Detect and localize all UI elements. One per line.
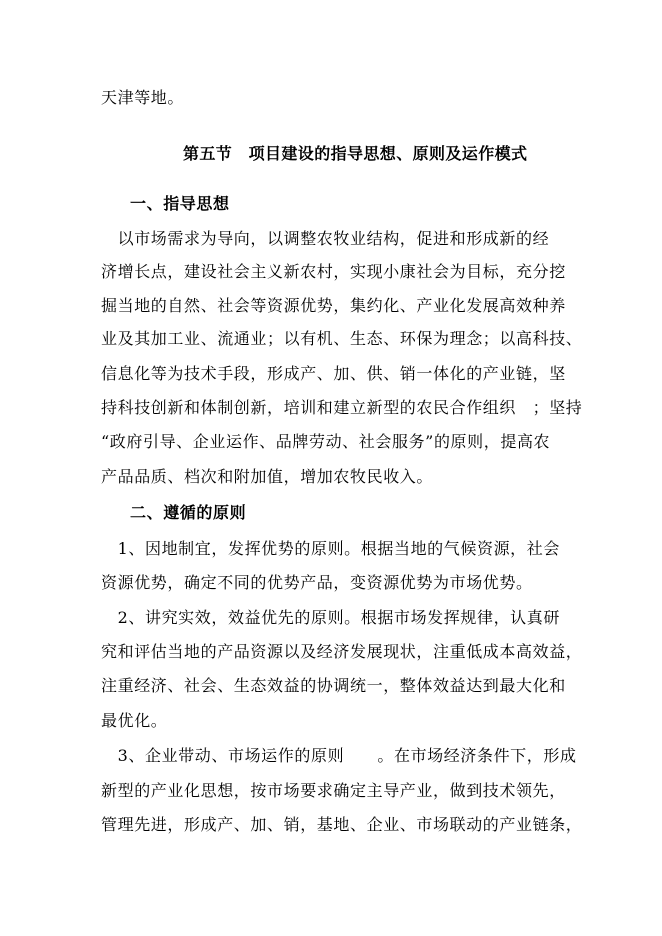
continuation-text: 天津等地。 bbox=[101, 88, 185, 107]
paragraph-line: 掘当地的自然、社会等资源优势，集约化、产业化发展高效种养 bbox=[101, 296, 566, 315]
section-title: 第五节 项目建设的指导思想、原则及运作模式 bbox=[183, 144, 528, 163]
heading-guiding-ideology: 一、指导思想 bbox=[130, 194, 230, 213]
heading-principles: 二、遵循的原则 bbox=[130, 503, 247, 522]
paragraph-line: 最优化。 bbox=[101, 711, 168, 730]
paragraph-line: 持科技创新和体制创新，培训和建立新型的农民合作组织 ；坚持 bbox=[101, 398, 583, 417]
paragraph-line: 管理先进，形成产、加、销，基地、企业、市场联动的产业链条， bbox=[101, 815, 583, 834]
paragraph-line: 2、讲究实效，效益优先的原则。根据市场发挥规律，认真研 bbox=[101, 608, 560, 627]
paragraph-line: “政府引导、企业运作、品牌劳动、社会服务”的原则，提高农 bbox=[101, 432, 551, 451]
paragraph-line: 资源优势，确定不同的优势产品，变资源优势为市场优势。 bbox=[101, 573, 533, 592]
paragraph-line: 信息化等为技术手段，形成产、加、供、销一体化的产业链，坚 bbox=[101, 364, 566, 383]
paragraph-line: 业及其加工业、流通业；以有机、生态、环保为理念；以高科技、 bbox=[101, 329, 583, 348]
paragraph-line: 注重经济、社会、生态效益的协调统一，整体效益达到最大化和 bbox=[101, 676, 566, 695]
paragraph-line: 产品品质、档次和附加值，增加农牧民收入。 bbox=[101, 467, 434, 486]
paragraph-line: 新型的产业化思想，按市场要求确定主导产业，做到技术领先， bbox=[101, 781, 566, 800]
paragraph-line: 济增长点，建设社会主义新农村，实现小康社会为目标，充分挖 bbox=[101, 262, 566, 281]
paragraph-line: 3、企业带动、市场运作的原则 。在市场经济条件下，形成 bbox=[101, 746, 577, 765]
paragraph-line: 1、因地制宜，发挥优势的原则。根据当地的气候资源，社会 bbox=[101, 539, 560, 558]
paragraph-line: 以市场需求为导向，以调整农牧业结构，促进和形成新的经 bbox=[101, 229, 550, 248]
paragraph-line: 究和评估当地的产品资源以及经济发展现状，注重低成本高效益， bbox=[101, 642, 583, 661]
